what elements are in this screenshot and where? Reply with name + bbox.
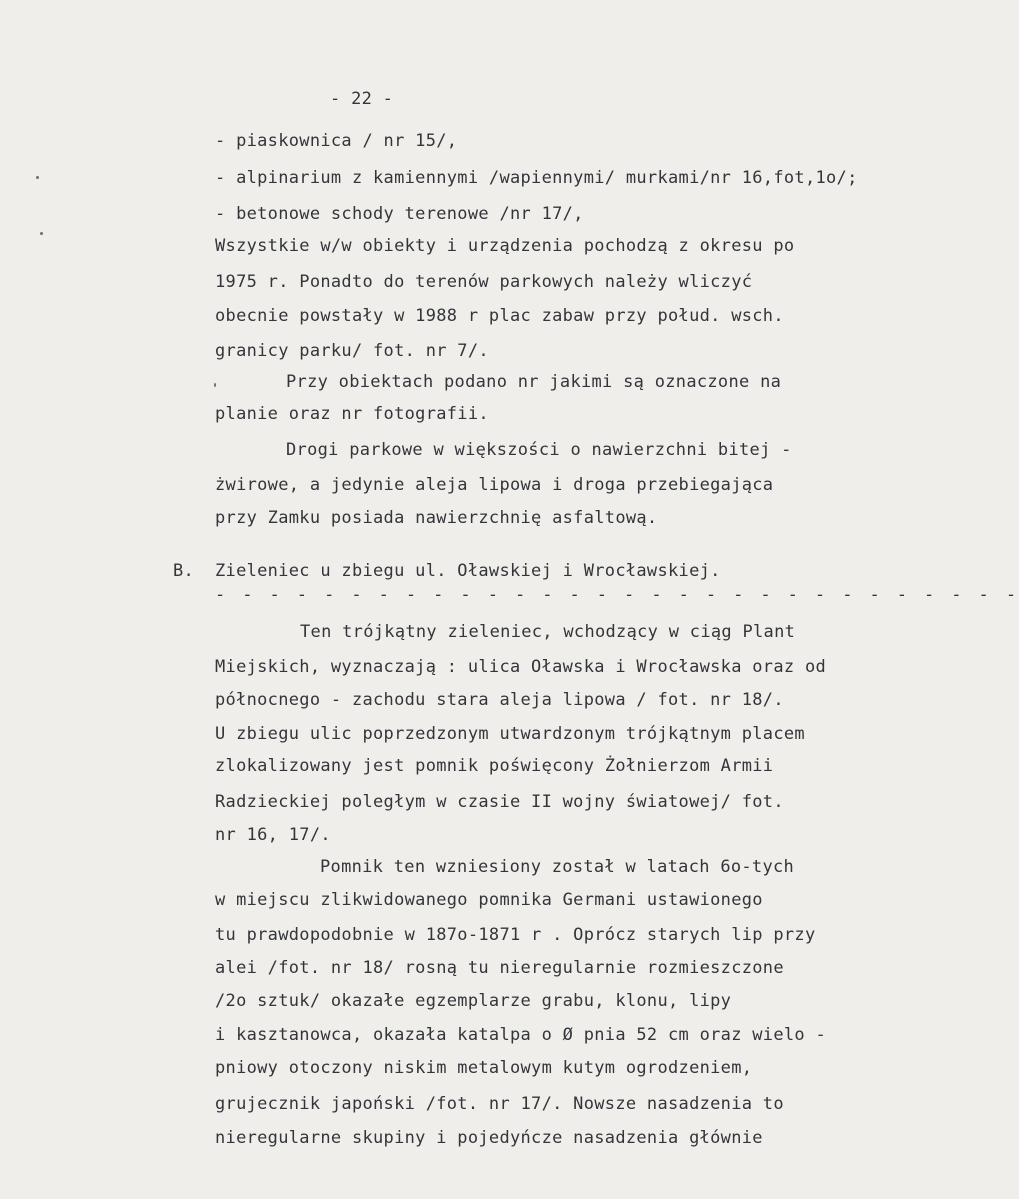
paragraph-line: pniowy otoczony niskim metalowym kutym ogrodzeniem, [215,1058,753,1078]
paragraph-line: planie oraz nr fotografii. [215,404,489,424]
paragraph-line: przy Zamku posiada nawierzchnię asfaltową. [215,508,658,528]
paragraph-line: tu prawdopodobnie w 187o-1871 r . Oprócz starych lip przy [215,925,816,945]
paragraph-line: Pomnik ten wzniesiony został w latach 6o-tych [320,857,795,877]
section-letter: B. [173,561,195,581]
paragraph-line: Ten trójkątny zieleniec, wchodzący w ciąg Plant [300,622,796,642]
paragraph-line: w miejscu zlikwidowanego pomnika Germani ustawionego [215,890,763,910]
paragraph-line: żwirowe, a jedynie aleja lipowa i droga przebiegająca [215,475,774,495]
page-number: - 22 - [330,89,394,109]
list-item: - betonowe schody terenowe /nr 17/, [215,204,584,224]
paragraph-line: granicy parku/ fot. nr 7/. [215,341,489,361]
paragraph-line: 1975 r. Ponadto do terenów parkowych należy wliczyć [215,272,753,292]
paragraph-line: zlokalizowany jest pomnik poświęcony Żołnierzom Armii [215,756,774,776]
paper-speck [40,232,43,235]
paragraph-line: Przy obiektach podano nr jakimi są oznaczone na [286,372,782,392]
paragraph-line: alei /fot. nr 18/ rosną tu nieregularnie rozmieszczone [215,958,784,978]
paragraph-line: Wszystkie w/w obiekty i urządzenia pochodzą z okresu po [215,236,795,256]
paper-speck [36,176,39,179]
paragraph-line: U zbiegu ulic poprzedzonym utwardzonym trójkątnym placem [215,724,805,744]
heading-underline: - - - - - - - - - - - - - - - - - - - - - - - - - - - - - - [215,585,1019,605]
paper-speck [214,383,216,387]
list-item: - alpinarium z kamiennymi /wapiennymi/ murkami/nr 16,fot,1o/; [215,168,858,188]
paragraph-line: nieregularne skupiny i pojedyńcze nasadzenia głównie [215,1128,763,1148]
paragraph-line: Drogi parkowe w większości o nawierzchni bitej - [286,440,792,460]
paragraph-line: i kasztanowca, okazała katalpa o Ø pnia 52 cm oraz wielo - [215,1025,827,1045]
paragraph-line: północnego - zachodu stara aleja lipowa / fot. nr 18/. [215,690,784,710]
section-heading: Zieleniec u zbiegu ul. Oławskiej i Wrocławskiej. [215,561,721,581]
paragraph-line: nr 16, 17/. [215,825,331,845]
paragraph-line: Miejskich, wyznaczają : ulica Oławska i Wrocławska oraz od [215,657,827,677]
list-item: - piaskownica / nr 15/, [215,131,458,151]
paragraph-line: /2o sztuk/ okazałe egzemplarze grabu, klonu, lipy [215,991,732,1011]
paragraph-line: grujecznik japoński /fot. nr 17/. Nowsze nasadzenia to [215,1094,784,1114]
paragraph-line: obecnie powstały w 1988 r plac zabaw przy połud. wsch. [215,306,784,326]
paragraph-line: Radzieckiej poległym w czasie II wojny światowej/ fot. [215,792,784,812]
